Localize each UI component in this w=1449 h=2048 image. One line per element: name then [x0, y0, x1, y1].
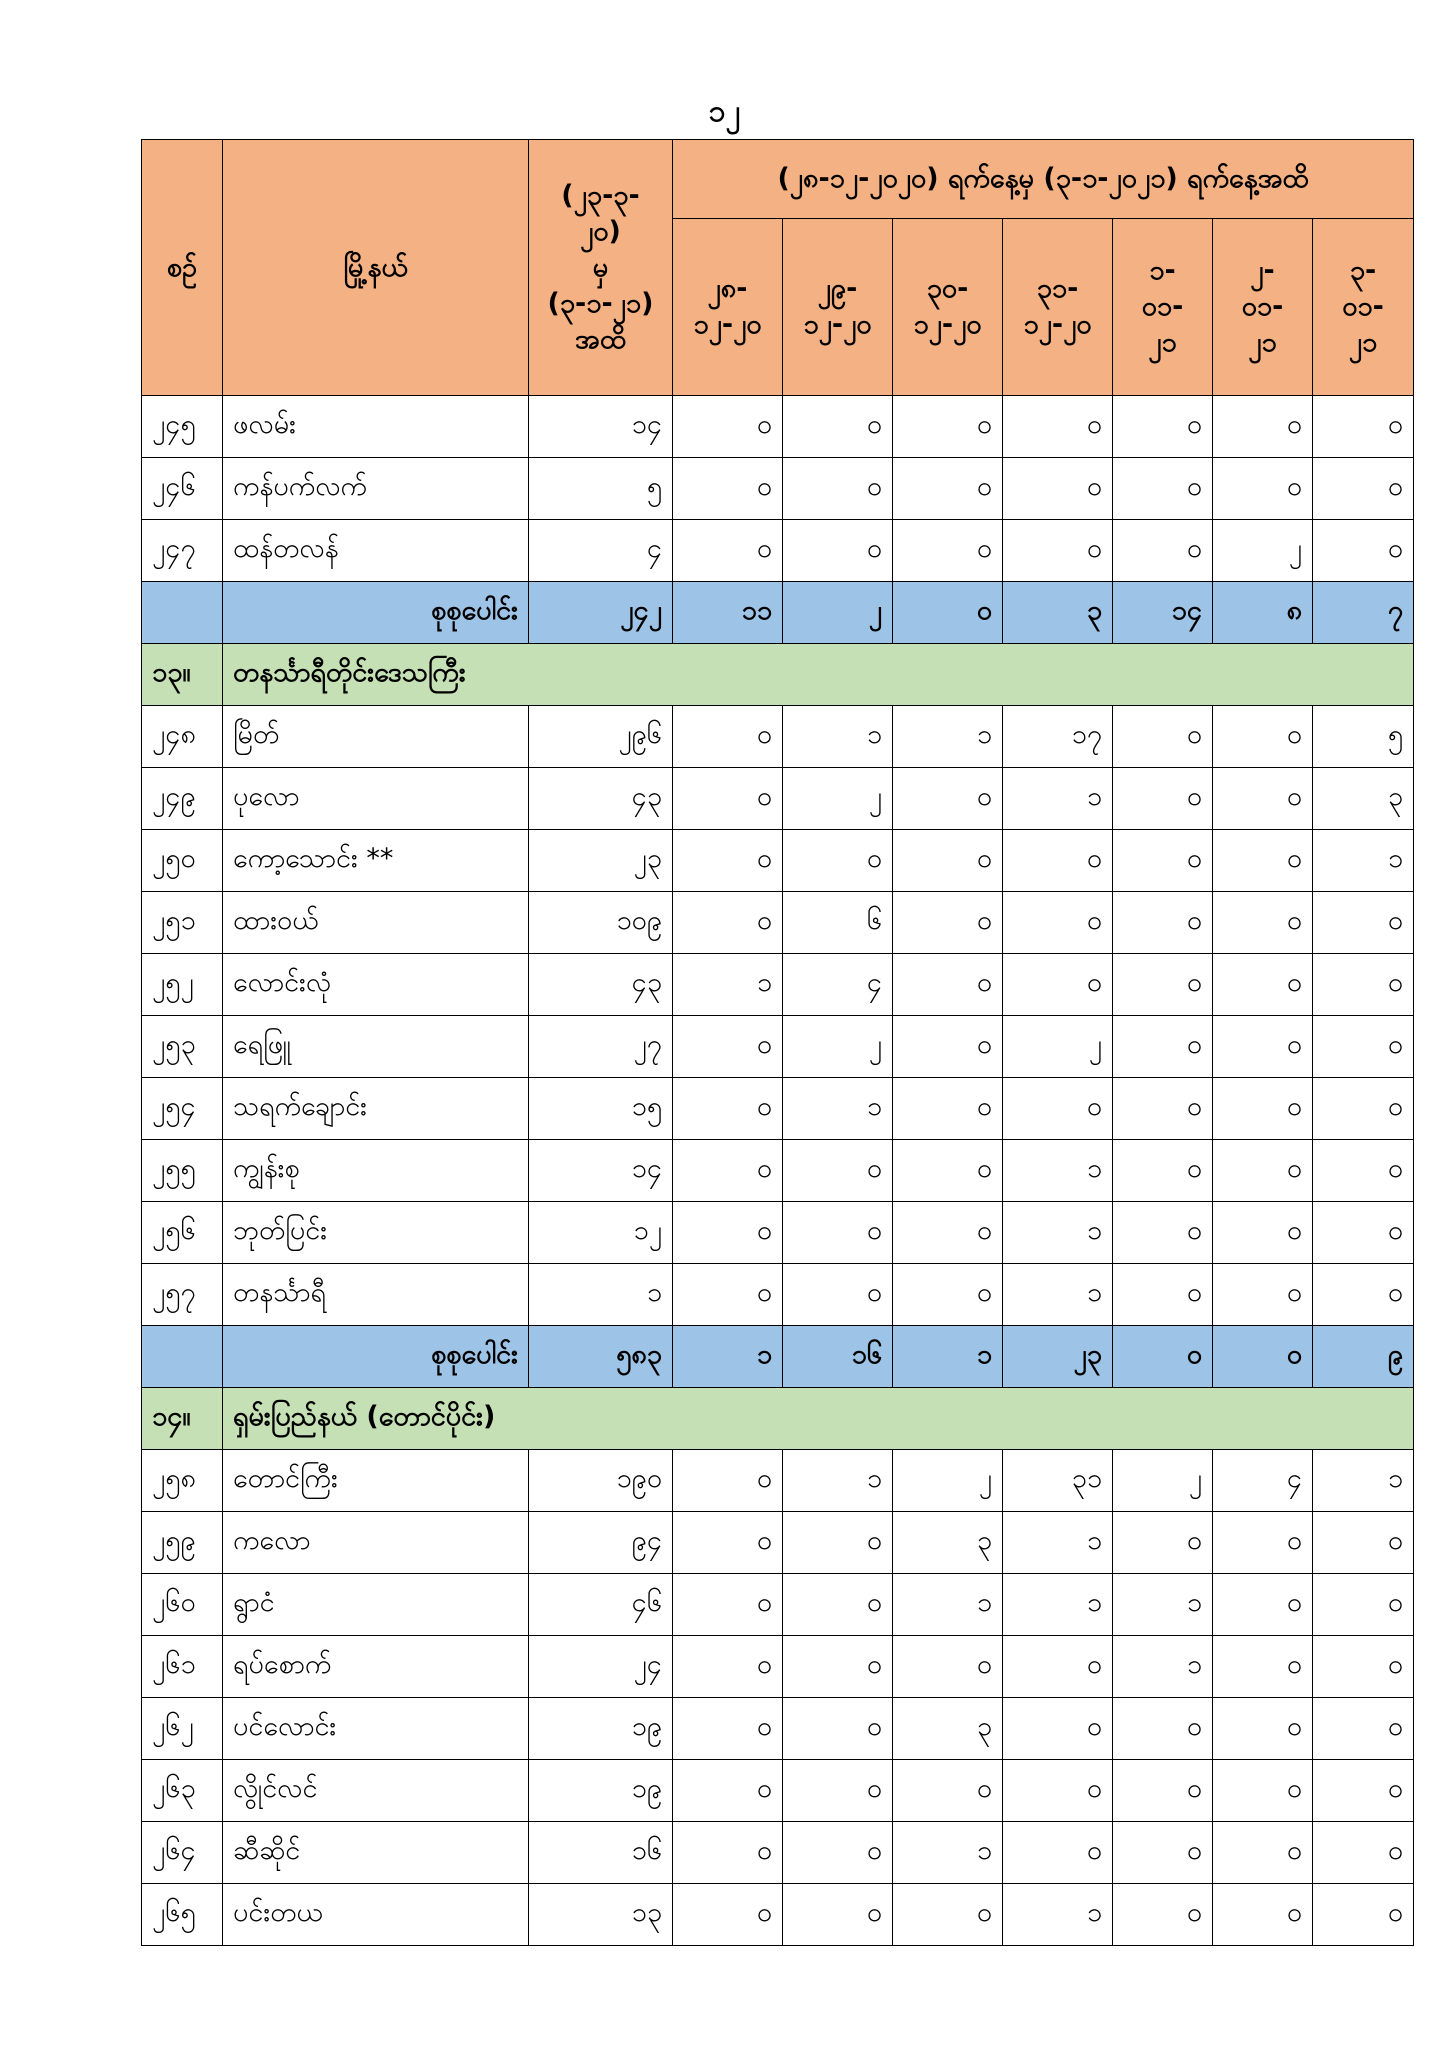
cumulative-total: ၄၃	[529, 954, 673, 1016]
table-row	[142, 458, 1414, 520]
row-number: ၂၅၈	[142, 1450, 223, 1512]
township-name: ရပ်စောက်	[223, 1636, 529, 1698]
header-date-line: ၀၁-	[1141, 291, 1184, 322]
table-row	[142, 830, 1414, 892]
header-date-line: ၂၁	[1148, 327, 1177, 358]
daily-count: ၀	[1313, 954, 1414, 1016]
table-row	[142, 954, 1414, 1016]
daily-count: ၁	[1003, 1264, 1113, 1326]
daily-count: ၀	[1003, 520, 1113, 582]
daily-count: ၀	[673, 768, 783, 830]
cumulative-total: ၁၃	[529, 1884, 673, 1946]
daily-count: ၀	[1113, 892, 1213, 954]
daily-count: ၀	[783, 1822, 893, 1884]
row-number: ၂၅၄	[142, 1078, 223, 1140]
daily-count: ၁	[1003, 1884, 1113, 1946]
row-number: ၂၆၄	[142, 1822, 223, 1884]
daily-count: ၀	[1113, 768, 1213, 830]
daily-count: ၀	[1113, 520, 1213, 582]
row-number: ၂၅၉	[142, 1512, 223, 1574]
daily-count: ၀	[1213, 1698, 1313, 1760]
township-name: လွိုင်လင်	[223, 1760, 529, 1822]
subtotal-blank	[142, 582, 223, 644]
daily-count: ၁	[893, 1822, 1003, 1884]
header-date-line: ၁၂-၂၀	[913, 309, 982, 340]
region-name: တနင်္သာရီတိုင်းဒေသကြီး	[223, 644, 1414, 706]
daily-count: ၁	[1113, 1574, 1213, 1636]
subtotal-daily: ၁	[673, 1326, 783, 1388]
page-number: ၁၂	[708, 94, 741, 129]
subtotal-cumulative: ၂၄၂	[529, 582, 673, 644]
subtotal-row	[142, 582, 1414, 644]
cumulative-total: ၂၄	[529, 1636, 673, 1698]
header-date-line: ၃-	[1349, 255, 1377, 286]
daily-count: ၀	[1113, 1512, 1213, 1574]
region-number: ၁၄။	[142, 1388, 223, 1450]
daily-count: ၀	[1313, 1078, 1414, 1140]
daily-count: ၀	[1213, 830, 1313, 892]
daily-count: ၀	[1213, 768, 1313, 830]
daily-count: ၀	[673, 1636, 783, 1698]
daily-count: ၀	[673, 892, 783, 954]
township-name: ပင်လောင်း	[223, 1698, 529, 1760]
row-number: ၂၄၇	[142, 520, 223, 582]
header-cumulative	[529, 140, 673, 396]
daily-count: ၂	[1003, 1016, 1113, 1078]
row-number: ၂၄၆	[142, 458, 223, 520]
daily-count: ၀	[1313, 1698, 1414, 1760]
daily-count: ၀	[1213, 1512, 1313, 1574]
subtotal-daily: ၀	[893, 582, 1003, 644]
daily-count: ၀	[673, 1574, 783, 1636]
header-date-line: ၃၀-	[926, 273, 969, 304]
header-date-line: ၂-	[1250, 255, 1275, 286]
daily-count: ၀	[673, 1016, 783, 1078]
daily-count: ၀	[1003, 892, 1113, 954]
daily-count: ၀	[1313, 396, 1414, 458]
subtotal-blank	[142, 1326, 223, 1388]
township-name: ထားဝယ်	[223, 892, 529, 954]
daily-count: ၁	[1113, 1636, 1213, 1698]
daily-count: ၀	[1313, 1202, 1414, 1264]
cumulative-total: ၁	[529, 1264, 673, 1326]
daily-count: ၀	[1213, 706, 1313, 768]
daily-count: ၀	[893, 1264, 1003, 1326]
table-row	[142, 396, 1414, 458]
subtotal-daily: ၂	[783, 582, 893, 644]
daily-count: ၀	[893, 1760, 1003, 1822]
cumulative-total: ၂၇	[529, 1016, 673, 1078]
daily-count: ၀	[673, 1264, 783, 1326]
daily-count: ၀	[783, 1202, 893, 1264]
daily-count: ၀	[893, 830, 1003, 892]
township-name: ထန်တလန်	[223, 520, 529, 582]
table-header	[142, 140, 1414, 396]
subtotal-daily: ၁	[893, 1326, 1003, 1388]
daily-count: ၀	[1213, 1016, 1313, 1078]
cumulative-total: ၄၃	[529, 768, 673, 830]
table-row	[142, 892, 1414, 954]
table-row	[142, 1698, 1414, 1760]
daily-count: ၀	[783, 1512, 893, 1574]
table-row	[142, 1078, 1414, 1140]
table-row	[142, 1574, 1414, 1636]
daily-count: ၀	[893, 396, 1003, 458]
daily-count: ၀	[1213, 1264, 1313, 1326]
cumulative-total: ၁၉	[529, 1760, 673, 1822]
daily-count: ၀	[1113, 706, 1213, 768]
subtotal-row	[142, 1326, 1414, 1388]
daily-count: ၀	[783, 396, 893, 458]
subtotal-daily: ၇	[1313, 582, 1414, 644]
header-cumulative-line: အထိ	[575, 323, 626, 355]
daily-count: ၀	[673, 1140, 783, 1202]
header-cumulative-line: (၂၃-၃-	[561, 179, 640, 211]
cumulative-total: ၁၅	[529, 1078, 673, 1140]
subtotal-cumulative: ၅၈၃	[529, 1326, 673, 1388]
daily-count: ၁	[1003, 1202, 1113, 1264]
daily-count: ၁	[1003, 768, 1113, 830]
daily-count: ၀	[1003, 954, 1113, 1016]
daily-count: ၀	[783, 1140, 893, 1202]
header-date-line: ၁၂-၂၀	[803, 309, 872, 340]
row-number: ၂၅၂	[142, 954, 223, 1016]
daily-count: ၀	[1313, 520, 1414, 582]
daily-count: ၀	[1003, 458, 1113, 520]
daily-count: ၂	[783, 1016, 893, 1078]
header-date-line: ၀၁-	[1241, 291, 1284, 322]
daily-count: ၀	[673, 1512, 783, 1574]
daily-count: ၀	[1113, 1698, 1213, 1760]
daily-count: ၀	[893, 1140, 1003, 1202]
subtotal-daily: ၈	[1213, 582, 1313, 644]
daily-count: ၀	[1313, 1512, 1414, 1574]
township-name: မြိတ်	[223, 706, 529, 768]
cumulative-total: ၁၀၉	[529, 892, 673, 954]
township-name: ကော့သောင်း **	[223, 830, 529, 892]
daily-count: ၁	[1003, 1140, 1113, 1202]
header-township: မြို့နယ်	[223, 140, 529, 396]
daily-count: ၀	[783, 1636, 893, 1698]
cumulative-total: ၉၄	[529, 1512, 673, 1574]
daily-count: ၀	[893, 1202, 1003, 1264]
daily-count: ၀	[783, 520, 893, 582]
daily-count: ၀	[1113, 1140, 1213, 1202]
township-name: တနင်္သာရီ	[223, 1264, 529, 1326]
daily-count: ၀	[673, 1760, 783, 1822]
table-row	[142, 1016, 1414, 1078]
township-name: ကန်ပက်လက်	[223, 458, 529, 520]
subtotal-daily: ၁၆	[783, 1326, 893, 1388]
daily-count: ၁	[783, 1078, 893, 1140]
header-date-6	[1213, 219, 1313, 396]
header-date-line: ၂၁	[1348, 327, 1378, 358]
daily-count: ၀	[1003, 1636, 1113, 1698]
cumulative-total: ၄	[529, 520, 673, 582]
header-date-4	[1003, 219, 1113, 396]
daily-count: ၀	[1313, 1760, 1414, 1822]
subtotal-daily: ၁၄	[1113, 582, 1213, 644]
table-row	[142, 1140, 1414, 1202]
subtotal-daily: ၃	[1003, 582, 1113, 644]
daily-count: ၀	[783, 1264, 893, 1326]
daily-count: ၀	[1313, 1636, 1414, 1698]
region-number: ၁၃။	[142, 644, 223, 706]
daily-count: ၀	[1003, 830, 1113, 892]
daily-count: ၀	[1313, 1016, 1414, 1078]
covid-cases-table	[141, 139, 1414, 1946]
header-date-1	[673, 219, 783, 396]
header-date-line: ၂၈-	[707, 273, 748, 304]
row-number: ၂၅၇	[142, 1264, 223, 1326]
daily-count: ၀	[673, 706, 783, 768]
daily-count: ၀	[893, 520, 1003, 582]
township-name: သရက်ချောင်း	[223, 1078, 529, 1140]
daily-count: ၀	[1313, 1574, 1414, 1636]
township-name: ဖလမ်း	[223, 396, 529, 458]
daily-count: ၀	[1213, 1822, 1313, 1884]
row-number: ၂၅၃	[142, 1016, 223, 1078]
daily-count: ၀	[893, 954, 1003, 1016]
daily-count: ၀	[783, 830, 893, 892]
cumulative-total: ၁၄	[529, 1140, 673, 1202]
daily-count: ၁၇	[1003, 706, 1113, 768]
daily-count: ၀	[1213, 1636, 1313, 1698]
header-cumulative-line: ၂၀)	[580, 215, 621, 247]
daily-count: ၀	[1003, 1822, 1113, 1884]
daily-count: ၀	[1003, 1760, 1113, 1822]
row-number: ၂၆၅	[142, 1884, 223, 1946]
daily-count: ၀	[673, 830, 783, 892]
header-date-3	[893, 219, 1003, 396]
header-date-line: ၁-	[1149, 255, 1176, 286]
daily-count: ၀	[893, 1016, 1003, 1078]
header-date-line: ၁၂-၂၀	[1023, 309, 1092, 340]
daily-count: ၀	[1213, 1574, 1313, 1636]
daily-count: ၁	[1003, 1512, 1113, 1574]
header-date-range: (၂၈-၁၂-၂၀၂၀) ရက်နေ့မှ (၃-၁-၂၀၂၁) ရက်နေ့အထိ	[673, 140, 1414, 219]
subtotal-daily: ၂၃	[1003, 1326, 1113, 1388]
daily-count: ၀	[1213, 396, 1313, 458]
daily-count: ၀	[893, 1884, 1003, 1946]
subtotal-daily: ၁၁	[673, 582, 783, 644]
row-number: ၂၅၅	[142, 1140, 223, 1202]
daily-count: ၀	[673, 1698, 783, 1760]
daily-count: ၀	[1113, 1884, 1213, 1946]
daily-count: ၀	[1113, 1822, 1213, 1884]
daily-count: ၀	[783, 1760, 893, 1822]
daily-count: ၀	[1313, 458, 1414, 520]
daily-count: ၃၁	[1003, 1450, 1113, 1512]
daily-count: ၀	[893, 892, 1003, 954]
township-name: လောင်းလုံ	[223, 954, 529, 1016]
daily-count: ၀	[783, 1884, 893, 1946]
daily-count: ၀	[783, 458, 893, 520]
daily-count: ၁	[673, 954, 783, 1016]
daily-count: ၀	[673, 1202, 783, 1264]
daily-count: ၀	[1213, 1884, 1313, 1946]
daily-count: ၀	[1313, 1822, 1414, 1884]
township-name: ရွာငံ	[223, 1574, 529, 1636]
header-date-line: ၁၂-၂၀	[693, 309, 762, 340]
row-number: ၂၅၁	[142, 892, 223, 954]
daily-count: ၁	[783, 706, 893, 768]
daily-count: ၅	[1313, 706, 1414, 768]
row-number: ၂၄၈	[142, 706, 223, 768]
cumulative-total: ၁၄	[529, 396, 673, 458]
header-date-line: ၂၉-	[817, 273, 858, 304]
daily-count: ၀	[1213, 954, 1313, 1016]
daily-count: ၀	[1003, 396, 1113, 458]
daily-count: ၀	[673, 458, 783, 520]
daily-count: ၂	[893, 1450, 1003, 1512]
daily-count: ၀	[1313, 1140, 1414, 1202]
cumulative-total: ၅	[529, 458, 673, 520]
table-row	[142, 1636, 1414, 1698]
daily-count: ၀	[1113, 396, 1213, 458]
daily-count: ၀	[1313, 892, 1414, 954]
daily-count: ၂	[1213, 520, 1313, 582]
daily-count: ၀	[1113, 458, 1213, 520]
row-number: ၂၆၃	[142, 1760, 223, 1822]
township-name: ပုလော	[223, 768, 529, 830]
subtotal-label: စုစုပေါင်း	[223, 1326, 529, 1388]
daily-count: ၀	[1213, 892, 1313, 954]
cumulative-total: ၁၂	[529, 1202, 673, 1264]
daily-count: ၀	[893, 458, 1003, 520]
daily-count: ၁	[1313, 1450, 1414, 1512]
cumulative-total: ၁၆	[529, 1822, 673, 1884]
table-row	[142, 1450, 1414, 1512]
subtotal-daily: ၉	[1313, 1326, 1414, 1388]
table-row	[142, 706, 1414, 768]
daily-count: ၀	[673, 1822, 783, 1884]
daily-count: ၁	[893, 706, 1003, 768]
daily-count: ၀	[1113, 1016, 1213, 1078]
daily-count: ၀	[1003, 1698, 1113, 1760]
township-name: ဘုတ်ပြင်း	[223, 1202, 529, 1264]
table-row	[142, 520, 1414, 582]
cumulative-total: ၂၃	[529, 830, 673, 892]
daily-count: ၁	[783, 1450, 893, 1512]
header-date-2	[783, 219, 893, 396]
daily-count: ၀	[1213, 458, 1313, 520]
subtotal-daily: ၀	[1213, 1326, 1313, 1388]
daily-count: ၀	[1213, 1202, 1313, 1264]
region-row	[142, 1388, 1414, 1450]
township-name: ပင်းတယ	[223, 1884, 529, 1946]
row-number: ၂၅၀	[142, 830, 223, 892]
table-row	[142, 1512, 1414, 1574]
daily-count: ၀	[1213, 1078, 1313, 1140]
township-name: တောင်ကြီး	[223, 1450, 529, 1512]
subtotal-daily: ၀	[1113, 1326, 1213, 1388]
daily-count: ၄	[783, 954, 893, 1016]
daily-count: ၀	[1213, 1760, 1313, 1822]
table-body	[142, 396, 1414, 1946]
daily-count: ၀	[1113, 954, 1213, 1016]
township-name: ကလော	[223, 1512, 529, 1574]
table-row	[142, 1822, 1414, 1884]
daily-count: ၀	[1313, 1264, 1414, 1326]
daily-count: ၀	[893, 1636, 1003, 1698]
daily-count: ၃	[893, 1698, 1003, 1760]
header-date-line: ၃၁-	[1036, 273, 1079, 304]
daily-count: ၁	[1003, 1574, 1113, 1636]
daily-count: ၁	[1313, 830, 1414, 892]
header-cumulative-line: (၃-၁-၂၁)	[547, 287, 654, 319]
table-row	[142, 1760, 1414, 1822]
daily-count: ၀	[893, 1078, 1003, 1140]
daily-count: ၁	[893, 1574, 1003, 1636]
township-name: ကျွန်းစု	[223, 1140, 529, 1202]
row-number: ၂၆၂	[142, 1698, 223, 1760]
daily-count: ၄	[1213, 1450, 1313, 1512]
daily-count: ၂	[1113, 1450, 1213, 1512]
daily-count: ၃	[1313, 768, 1414, 830]
township-name: ရေဖြူ	[223, 1016, 529, 1078]
daily-count: ၃	[893, 1512, 1003, 1574]
daily-count: ၀	[1113, 830, 1213, 892]
subtotal-label: စုစုပေါင်း	[223, 582, 529, 644]
table-row	[142, 1884, 1414, 1946]
daily-count: ၀	[1113, 1078, 1213, 1140]
header-date-line: ၀၁-	[1342, 291, 1384, 322]
table-row	[142, 1202, 1414, 1264]
row-number: ၂၄၉	[142, 768, 223, 830]
cumulative-total: ၄၆	[529, 1574, 673, 1636]
daily-count: ၀	[1113, 1264, 1213, 1326]
daily-count: ၀	[673, 1884, 783, 1946]
region-row	[142, 644, 1414, 706]
daily-count: ၀	[783, 1574, 893, 1636]
daily-count: ၀	[1113, 1760, 1213, 1822]
header-cumulative-line: မှ	[592, 251, 609, 283]
township-name: ဆီဆိုင်	[223, 1822, 529, 1884]
daily-count: ၂	[783, 768, 893, 830]
region-name: ရှမ်းပြည်နယ် (တောင်ပိုင်း)	[223, 1388, 1414, 1450]
header-date-5	[1113, 219, 1213, 396]
daily-count: ၀	[1313, 1884, 1414, 1946]
row-number: ၂၅၆	[142, 1202, 223, 1264]
cumulative-total: ၂၉၆	[529, 706, 673, 768]
table-row	[142, 1264, 1414, 1326]
header-date-7	[1313, 219, 1414, 396]
daily-count: ၀	[1003, 1078, 1113, 1140]
row-number: ၂၆၀	[142, 1574, 223, 1636]
header-no: စဥ်	[142, 140, 223, 396]
row-number: ၂၄၅	[142, 396, 223, 458]
cumulative-total: ၁၉၀	[529, 1450, 673, 1512]
daily-count: ၀	[673, 396, 783, 458]
daily-count: ၀	[893, 768, 1003, 830]
daily-count: ၀	[673, 520, 783, 582]
header-date-line: ၂၁	[1248, 327, 1277, 358]
table-row	[142, 768, 1414, 830]
daily-count: ၀	[1113, 1202, 1213, 1264]
daily-count: ၀	[1213, 1140, 1313, 1202]
daily-count: ၀	[673, 1450, 783, 1512]
cumulative-total: ၁၉	[529, 1698, 673, 1760]
row-number: ၂၆၁	[142, 1636, 223, 1698]
daily-count: ၀	[673, 1078, 783, 1140]
daily-count: ၀	[783, 1698, 893, 1760]
daily-count: ၆	[783, 892, 893, 954]
